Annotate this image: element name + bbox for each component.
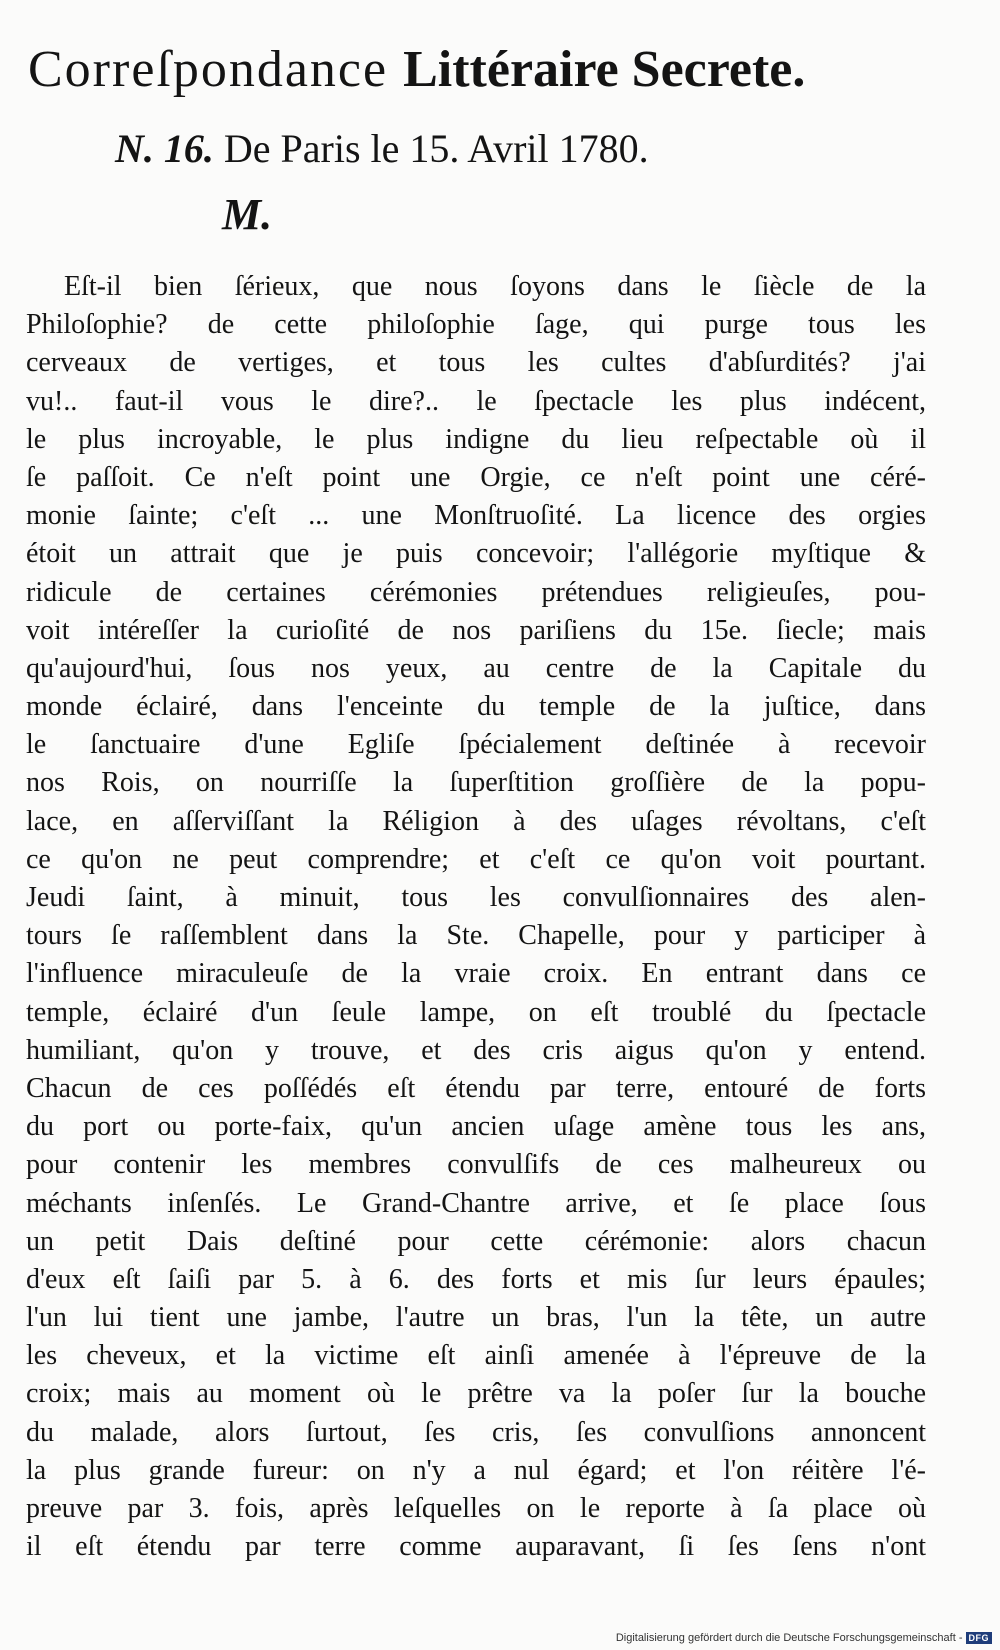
text-line: étoit un attrait que je puis concevoir; l'allégorie myſtique & <box>26 538 926 570</box>
text-line: du port ou porte-faix, qu'un ancien uſage amène tous les ans, <box>26 1111 926 1143</box>
text-line: l'un lui tient une jambe, l'autre un bras, l'un la tête, un autre <box>26 1302 926 1334</box>
text-line: il eſt étendu par terre comme auparavant, ſi ſes ſens n'ont <box>26 1531 926 1563</box>
text-line: voit intéreſſer la curioſité de nos pariſiens du 15e. ſiecle; mais <box>26 614 926 646</box>
text-line: croix; mais au moment où le prêtre va la poſer ſur la bouche <box>26 1378 926 1410</box>
text-line: Jeudi ſaint, à minuit, tous les convulſionnaires des alen- <box>26 882 926 913</box>
text-line: méchants inſenſés. Le Grand-Chantre arrive, et ſe place ſous <box>26 1187 926 1219</box>
text-line: le plus incroyable, le plus indigne du lieu reſpectable où il <box>26 423 926 455</box>
text-line: Eſt-il bien ſérieux, que nous ſoyons dans le ſiècle de la <box>64 271 926 302</box>
masthead-title-plain: Correſpondance <box>28 41 389 98</box>
text-line: la plus grande fureur: on n'y a nul égard; et l'on réitère l'é- <box>26 1454 926 1486</box>
text-line: monie ſainte; c'eſt ... une Monſtruoſité. La licence des orgies <box>26 500 926 532</box>
masthead-title-bold: Littéraire Secrete. <box>403 41 806 98</box>
text-line: nos Rois, on nourriſſe la ſuperſtition groſſière de la popu- <box>26 767 926 799</box>
text-line: vu!.. faut-il vous le dire?.. le ſpectacle les plus indécent, <box>26 385 926 417</box>
credit-text: Digitalisierung gefördert durch die Deutsche Forschungsgemeinschaft - <box>615 1632 963 1644</box>
text-line: du malade, alors ſurtout, ſes cris, ſes convulſions annoncent <box>26 1416 926 1448</box>
text-line: pour contenir les membres convulſifs de ces malheureux ou <box>26 1149 926 1181</box>
masthead-title <box>28 40 948 100</box>
text-line: cerveaux de vertiges, et tous les cultes d'abſurdités? j'ai <box>26 347 926 379</box>
text-line: Philoſophie? de cette philoſophie ſage, qui purge tous les <box>26 309 926 341</box>
text-line: Chacun de ces poſſédés eſt étendu par terre, entouré de forts <box>26 1072 926 1104</box>
text-line: ridicule de certaines cérémonies prétendues religieuſes, pou- <box>26 576 926 608</box>
text-line: preuve par 3. fois, après leſquelles on le reporte à ſa place où <box>26 1493 926 1524</box>
body-text <box>26 268 926 1566</box>
issue-number: N. 16. <box>115 126 214 171</box>
text-line: les cheveux, et la victime eſt ainſi amenée à l'épreuve de la <box>26 1340 926 1372</box>
issue-place-date: De Paris le 15. Avril 1780. <box>223 126 649 171</box>
text-line: lace, en aſſerviſſant la Réligion à des uſages révoltans, c'eſt <box>26 805 926 837</box>
text-line: le ſanctuaire d'une Egliſe ſpécialement deſtinée à recevoir <box>26 729 926 761</box>
text-line: monde éclairé, dans l'enceinte du temple de la juſtice, dans <box>26 691 926 723</box>
text-line: un petit Dais deſtiné pour cette cérémonie: alors chacun <box>26 1225 926 1257</box>
text-line: ce qu'on ne peut comprendre; et c'eſt ce qu'on voit pourtant. <box>26 843 926 875</box>
text-line: tours ſe raſſemblent dans la Ste. Chapelle, pour y participer à <box>26 920 926 952</box>
dfg-logo: DFG <box>966 1632 993 1644</box>
text-line: l'influence miraculeuſe de la vraie croix. En entrant dans ce <box>26 958 926 990</box>
text-line: qu'aujourd'hui, ſous nos yeux, au centre de la Capitale du <box>26 652 926 684</box>
text-line: ſe paſſoit. Ce n'eſt point une Orgie, ce n'eſt point une céré- <box>26 461 926 493</box>
salutation: M. <box>222 190 273 239</box>
text-line: humiliant, qu'on y trouve, et des cris aigus qu'on y entend. <box>26 1034 926 1066</box>
digitization-credit <box>616 1632 992 1644</box>
text-line: temple, éclairé d'un ſeule lampe, on eſt troublé du ſpectacle <box>26 996 926 1028</box>
text-line: d'eux eſt ſaiſi par 5. à 6. des forts et mis ſur leurs épaules; <box>26 1263 926 1295</box>
issue-heading <box>115 125 649 173</box>
